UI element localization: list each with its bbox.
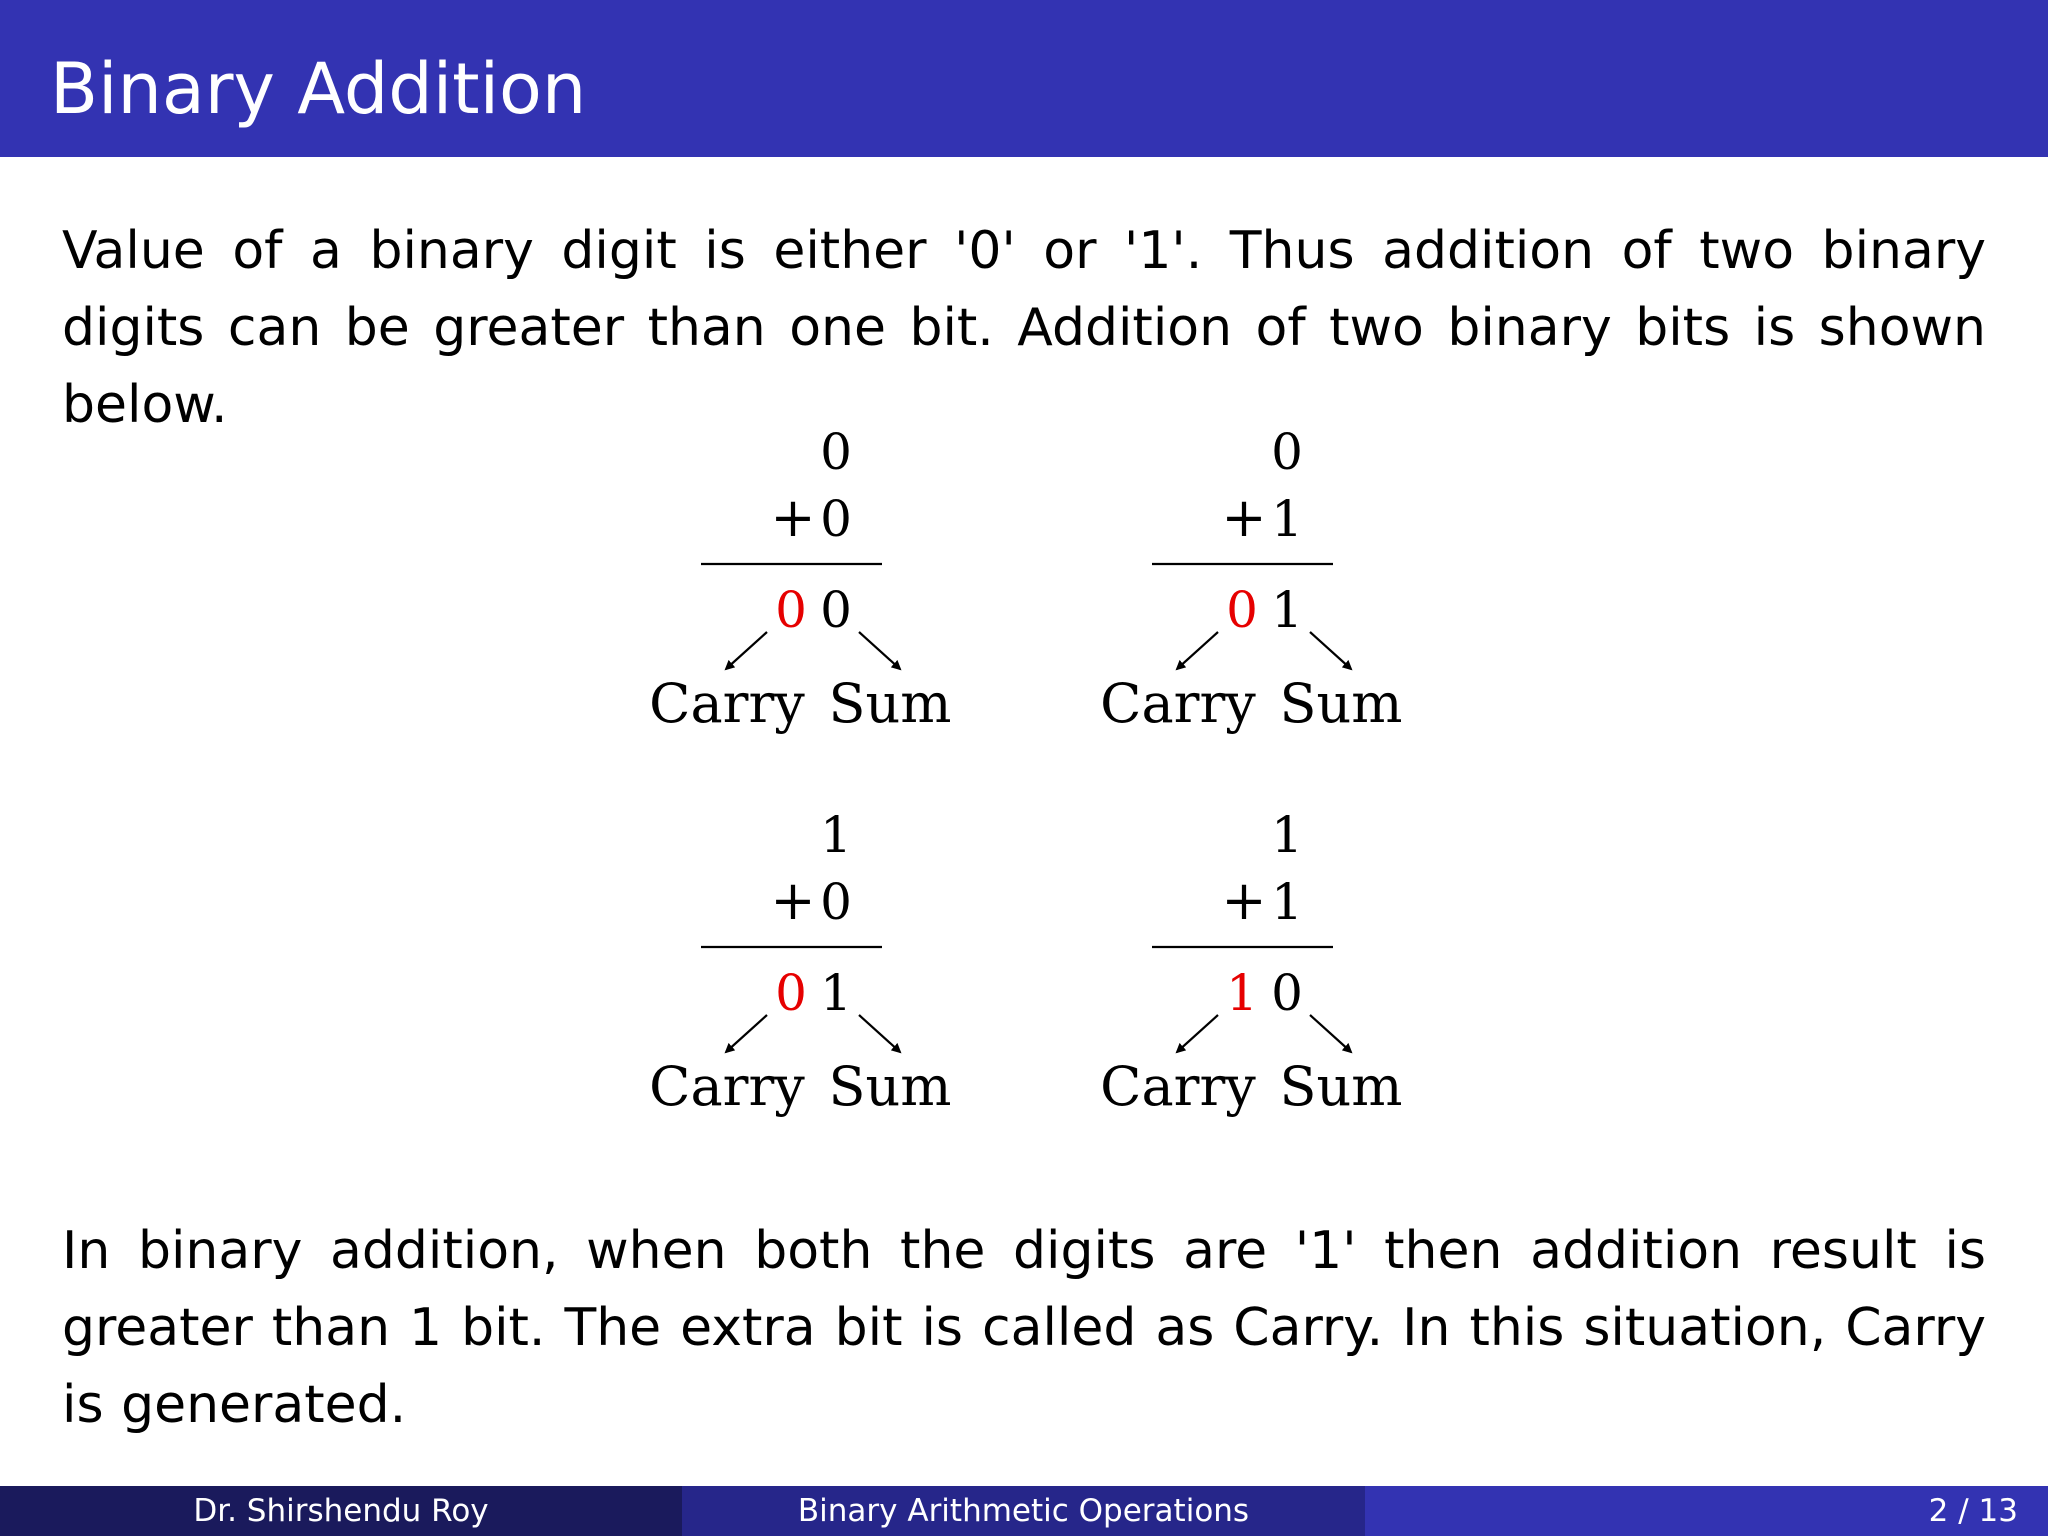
footer-topic: Binary Arithmetic Operations: [682, 1486, 1365, 1536]
addend-top: 0: [820, 423, 852, 481]
slide-footer: [0, 1486, 2048, 1536]
addition-example: [649, 423, 951, 735]
plus-sign: +: [1221, 486, 1267, 549]
sum-digit: 0: [1271, 964, 1303, 1022]
carry-arrow: [726, 1015, 767, 1052]
footer-author: Dr. Shirshendu Roy: [0, 1486, 682, 1536]
closing-paragraph: In binary addition, when both the digits are '1' then addition result is greater than 1 bit. The extra bit is called as Carry. In this situation, Carry is generated.: [62, 1221, 1986, 1435]
sum-digit: 0: [820, 581, 852, 639]
addition-example: [1100, 423, 1402, 735]
addend-top: 1: [1271, 806, 1303, 864]
addend-bottom: 1: [1271, 873, 1303, 931]
carry-digit: 0: [775, 581, 807, 639]
sum-label: Sum: [828, 1055, 952, 1118]
carry-label: Carry: [649, 672, 805, 735]
intro-paragraph: Value of a binary digit is either '0' or '1'. Thus addition of two binary digits can be greater than one bit. Addition of two binary bits is shown below.: [62, 221, 1986, 435]
sum-digit: 1: [1271, 581, 1303, 639]
carry-arrow: [1177, 632, 1218, 669]
carry-digit: 0: [1226, 581, 1258, 639]
sum-arrow: [1310, 1015, 1351, 1052]
carry-digit: 1: [1226, 964, 1258, 1022]
sum-label: Sum: [1279, 1055, 1403, 1118]
carry-label: Carry: [1100, 672, 1256, 735]
sum-arrow: [1310, 632, 1351, 669]
carry-arrow: [726, 632, 767, 669]
addend-bottom: 0: [820, 873, 852, 931]
slide-title: Binary Addition: [50, 48, 587, 130]
sum-label: Sum: [1279, 672, 1403, 735]
plus-sign: +: [770, 869, 816, 932]
addend-bottom: 1: [1271, 490, 1303, 548]
sum-digit: 1: [820, 964, 852, 1022]
sum-arrow: [859, 632, 900, 669]
carry-label: Carry: [1100, 1055, 1256, 1118]
carry-digit: 0: [775, 964, 807, 1022]
sum-label: Sum: [828, 672, 952, 735]
footer-page-number: 2 / 13: [1365, 1486, 2048, 1536]
addition-example: [649, 806, 951, 1118]
addend-top: 0: [1271, 423, 1303, 481]
plus-sign: +: [1221, 869, 1267, 932]
sum-arrow: [859, 1015, 900, 1052]
addend-bottom: 0: [820, 490, 852, 548]
addend-top: 1: [820, 806, 852, 864]
carry-arrow: [1177, 1015, 1218, 1052]
addition-example: [1100, 806, 1402, 1118]
carry-label: Carry: [649, 1055, 805, 1118]
plus-sign: +: [770, 486, 816, 549]
